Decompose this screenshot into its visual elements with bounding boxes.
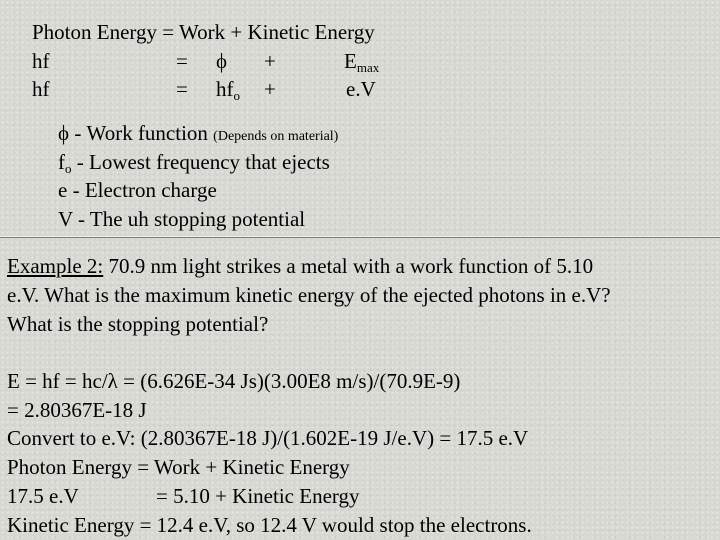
hfo-term (216, 77, 240, 108)
e-symbol: E (344, 49, 357, 73)
equation-hf-label-2: hf (32, 77, 50, 101)
o-subscript: o (233, 88, 240, 103)
section-divider (0, 236, 720, 238)
hf-symbol: hf (216, 77, 234, 101)
lambda-symbol: λ (107, 369, 118, 393)
o-subscript-def: o (65, 161, 72, 176)
solution-line-2: = 2.80367E-18 J (7, 398, 147, 422)
equation-plus-2: + (264, 77, 276, 101)
solution-line-5b: = 5.10 + Kinetic Energy (156, 484, 360, 508)
solution-1a: E = hf = hc/ (7, 369, 108, 393)
definition-electron-charge: e - Electron charge (58, 178, 217, 202)
example-text-1: 70.9 nm light strikes a metal with a work function of 5.10 (103, 254, 594, 278)
example-line-2: e.V. What is the maximum kinetic energy of the ejected photons in e.V? (7, 283, 611, 307)
f-symbol: f (58, 150, 65, 174)
max-subscript: max (356, 60, 380, 75)
definition-fo (58, 150, 330, 181)
solution-line-1 (7, 369, 460, 393)
definition-phi (58, 121, 338, 149)
solution-line-4: Photon Energy = Work + Kinetic Energy (7, 455, 350, 479)
definition-stopping-potential: V - The uh stopping potential (58, 207, 306, 231)
solution-1b: = (6.626E-34 Js)(3.00E8 m/s)/(70.9E-9) (117, 369, 461, 393)
phi-symbol-def: ϕ (58, 121, 70, 145)
example-line-1 (7, 254, 593, 278)
example-line-3: What is the stopping potential? (7, 312, 269, 336)
lowest-frequency-text: - Lowest frequency that ejects (71, 150, 330, 174)
solution-line-6: Kinetic Energy = 12.4 e.V, so 12.4 V would stop the electrons. (7, 513, 532, 537)
solution-line-5a: 17.5 e.V (7, 484, 79, 508)
phi-symbol: ϕ (216, 49, 228, 73)
work-function-text: - Work function (69, 121, 214, 145)
equation-plus: + (264, 49, 276, 73)
equation-hf-label: hf (32, 49, 50, 73)
equation-equals-2: = (176, 77, 188, 101)
photon-energy-heading: Photon Energy = Work + Kinetic Energy (32, 20, 375, 44)
emax-term (344, 49, 379, 80)
ev-term: e.V (346, 77, 376, 101)
depends-on-material-note: (Depends on material) (213, 129, 339, 144)
equation-equals: = (176, 49, 188, 73)
solution-line-3: Convert to e.V: (2.80367E-18 J)/(1.602E-19 J/e.V) = 17.5 e.V (7, 426, 529, 450)
example-label: Example 2: (7, 254, 104, 278)
